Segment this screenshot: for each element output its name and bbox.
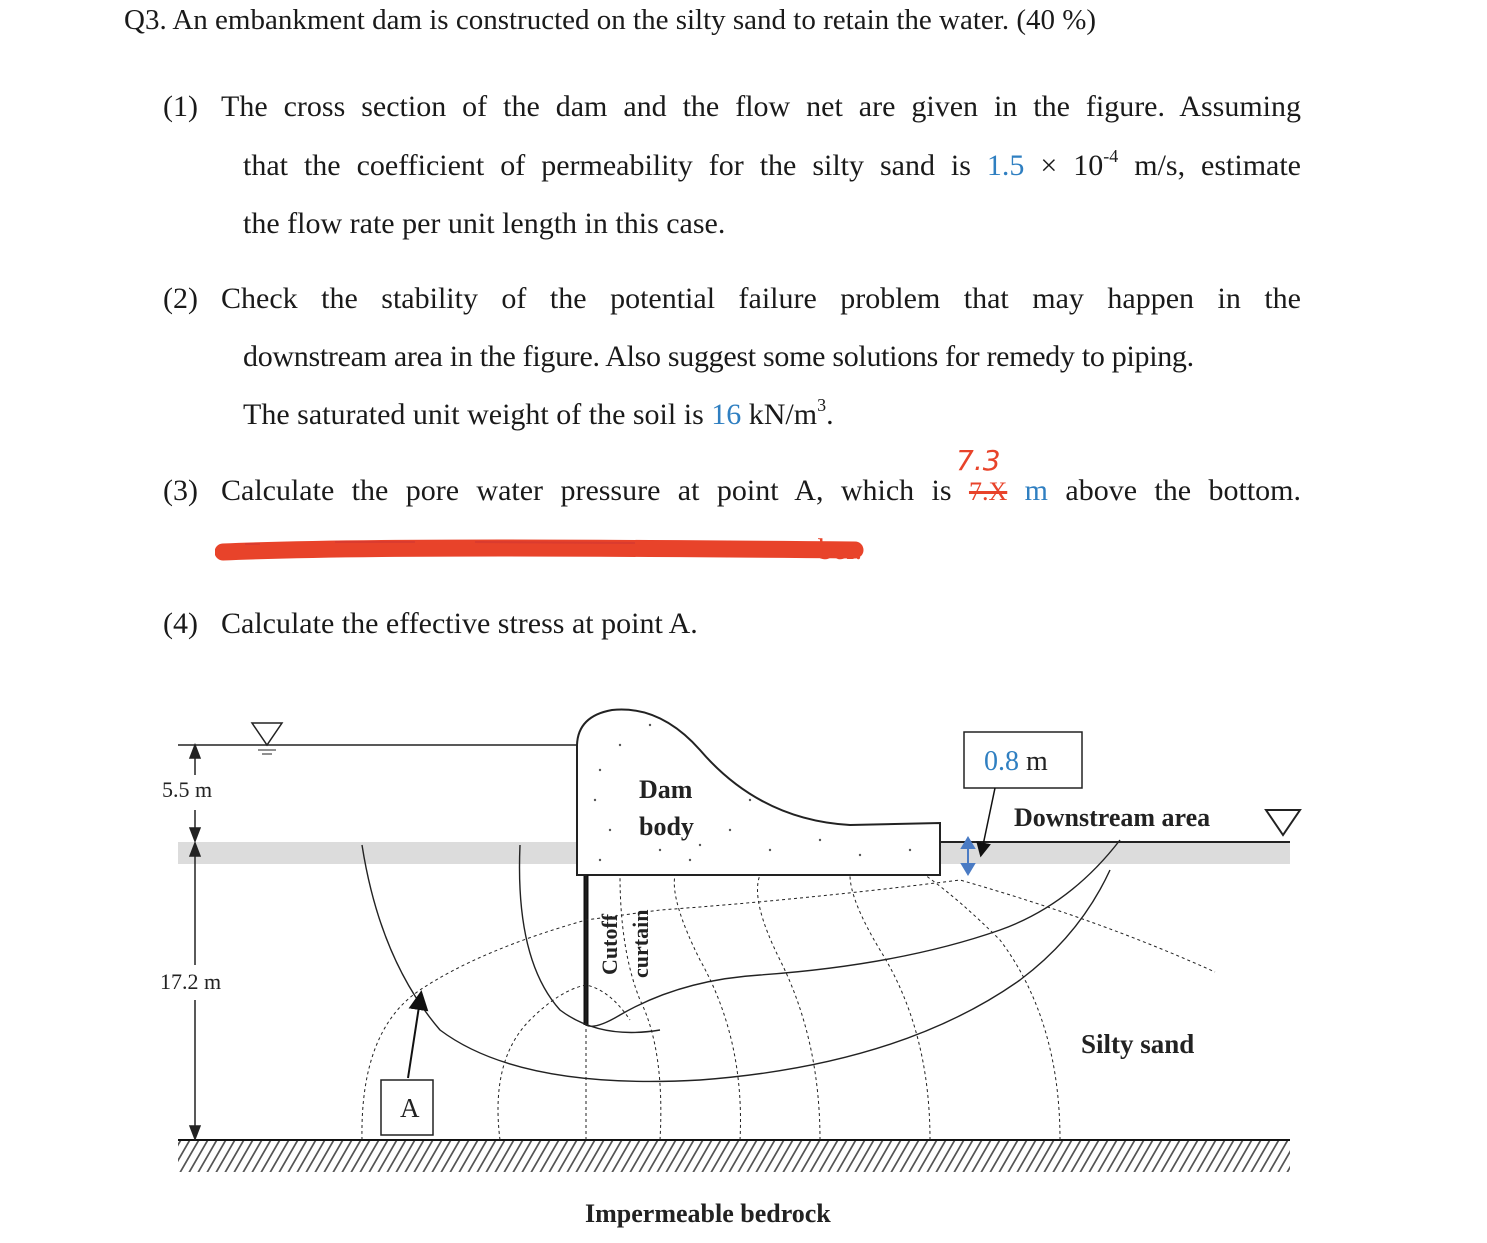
q4-number: (4) <box>163 607 198 640</box>
q1-line1: The cross section of the dam and the flow net are given in the figure. Assuming <box>221 90 1301 123</box>
bedrock-label: Impermeable bedrock <box>585 1199 831 1228</box>
q3-number: (3) <box>163 474 198 507</box>
q2-exponent: 3 <box>817 395 827 415</box>
water-level-symbol-upstream <box>252 723 282 754</box>
question-title: Q3. An embankment dam is constructed on the silty sand to retain the water. (40 %) <box>124 4 1097 36</box>
downstream-label: Downstream area <box>1014 803 1211 832</box>
q1-units: m/s, estimate <box>1118 149 1301 182</box>
redacted-text-tail: ber. <box>818 533 863 566</box>
q2-line1: Check the stability of the potential failure problem that may happen in the <box>221 282 1301 315</box>
box-value: 0.8 <box>984 746 1019 777</box>
q1-line2-text: that the coefficient of permeability for the silty sand is <box>243 149 987 182</box>
q2-period: . <box>826 398 834 431</box>
bedrock-hatch <box>178 1140 1290 1172</box>
point-a-arrow <box>408 1000 420 1078</box>
q2-number: (2) <box>163 282 198 315</box>
dam-label-line2: body <box>639 812 694 841</box>
box-label <box>984 746 1048 777</box>
point-a-label: A <box>400 1093 420 1123</box>
q3-line1-text: Calculate the pore water pressure at point A, which is <box>221 474 969 507</box>
cutoff-label-line1: Cutoff <box>597 913 622 975</box>
q3-unit: m <box>1007 474 1048 507</box>
permeability-value: 1.5 <box>986 149 1025 182</box>
q1-number: (1) <box>163 90 198 123</box>
cutoff-label-line2: curtain <box>628 909 653 978</box>
q2-line3-text: The saturated unit weight of the soil is <box>243 398 712 431</box>
box-pointer-arrow <box>982 788 995 850</box>
unit-weight-value: 16 <box>711 398 742 431</box>
dam-body <box>577 710 940 876</box>
q3-line1-tail: above the bottom. <box>1048 474 1301 507</box>
q4-line1: Calculate the effective stress at point A. <box>221 607 698 640</box>
struck-value: 7.X <box>968 477 1008 506</box>
q1-exponent: -4 <box>1103 146 1119 166</box>
q2-units: kN/m <box>741 398 818 431</box>
box-unit: m <box>1019 746 1048 777</box>
water-level-symbol-downstream <box>1266 810 1300 835</box>
flow-lines <box>362 840 1120 1081</box>
q1-line3: the flow rate per unit length in this case. <box>243 207 726 240</box>
dim-label-upper: 5.5 m <box>162 777 213 802</box>
q2-line2: downstream area in the figure. Also suggest some solutions for remedy to piping. <box>243 340 1194 373</box>
q1-times-ten: × 10 <box>1024 149 1104 182</box>
dam-label-line1: Dam <box>639 775 693 804</box>
dim-label-lower: 17.2 m <box>160 969 222 994</box>
silty-sand-label: Silty sand <box>1081 1029 1195 1059</box>
handwritten-annotation: 7.3 <box>956 444 1001 477</box>
equipotential-lines <box>362 875 1215 1140</box>
